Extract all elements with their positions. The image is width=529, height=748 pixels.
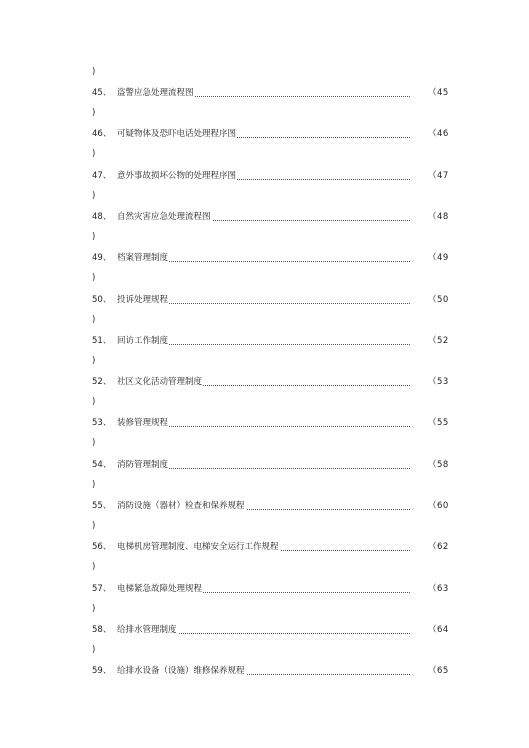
closing-paren: ) <box>92 149 96 160</box>
closing-paren: ) <box>92 273 96 284</box>
entry-page: （64 <box>428 624 449 635</box>
entry-number: 47、 <box>92 170 112 181</box>
closing-paren: ) <box>92 644 96 655</box>
entry-title: 档案管理制度 <box>117 253 169 264</box>
entry-page: （50 <box>428 294 449 305</box>
closing-paren: ) <box>92 231 96 242</box>
toc-entry[interactable] <box>92 417 452 429</box>
entry-page: （58 <box>428 459 449 470</box>
entry-number: 45、 <box>92 88 112 98</box>
closing-paren: ) <box>92 355 96 366</box>
toc-entry[interactable] <box>92 252 452 264</box>
entry-title: 给排水设备（设施）维修保养规程 <box>117 666 245 677</box>
entry-page: （45 <box>428 88 449 98</box>
entry-page: （63 <box>428 583 449 594</box>
entry-title: 社区文化活动管理制度 <box>117 377 203 388</box>
entry-number: 55、 <box>92 501 112 511</box>
entry-number: 56、 <box>92 542 112 553</box>
closing-paren: ) <box>92 603 96 614</box>
entry-number: 53、 <box>92 418 112 429</box>
entry-title: 电梯紧急故障处理规程 <box>117 583 203 594</box>
closing-paren: ) <box>92 521 96 531</box>
toc-entry[interactable] <box>92 459 452 471</box>
entry-number: 54、 <box>92 459 112 470</box>
entry-number: 59、 <box>92 666 112 677</box>
entry-number: 50、 <box>92 294 112 305</box>
entry-page: （62 <box>428 542 449 553</box>
toc-entry[interactable] <box>92 541 452 553</box>
entry-title: 装修管理规程 <box>117 418 169 429</box>
entry-number: 49、 <box>92 253 112 264</box>
entry-page: （55 <box>428 418 449 429</box>
entry-page: （52 <box>428 335 449 346</box>
toc-entry[interactable] <box>92 376 452 388</box>
closing-paren: ) <box>92 314 96 325</box>
entry-number: 52、 <box>92 377 112 388</box>
entry-page: （48 <box>428 211 449 222</box>
closing-paren: ) <box>92 108 96 118</box>
entry-page: （65 <box>428 666 449 677</box>
toc-entry[interactable] <box>92 335 452 347</box>
toc-entry[interactable] <box>92 294 452 306</box>
closing-paren: ) <box>92 479 96 490</box>
entry-page: （60 <box>428 501 449 511</box>
entry-page: （53 <box>428 377 449 388</box>
entry-number: 57、 <box>92 583 112 594</box>
entry-number: 58、 <box>92 624 112 635</box>
toc-entry[interactable] <box>92 211 452 223</box>
toc-entry[interactable] <box>92 583 452 595</box>
toc-entry[interactable] <box>92 500 452 512</box>
toc-entry[interactable] <box>92 87 452 99</box>
toc-entry[interactable] <box>92 128 452 140</box>
entry-title: 可疑物体及恐吓电话处理程序图 <box>117 129 237 140</box>
entry-number: 48、 <box>92 211 112 222</box>
closing-paren: ) <box>92 67 96 77</box>
entry-page: （49 <box>428 253 449 264</box>
entry-title: 电梯机房管理制度、电梯安全运行工作规程 <box>117 542 279 553</box>
closing-paren: ) <box>92 562 96 573</box>
entry-page: （46 <box>428 129 449 140</box>
entry-title: 盗警应急处理流程图 <box>117 88 194 98</box>
entry-number: 51、 <box>92 335 112 346</box>
entry-title: 意外事故损坏公物的处理程序图 <box>117 170 237 181</box>
entry-page: （47 <box>428 170 449 181</box>
entry-title: 回访工作制度 <box>117 335 169 346</box>
entry-title: 自然灾害应急处理流程图 <box>117 211 211 222</box>
entry-title: 消防设施（器材）检查和保养规程 <box>117 501 245 511</box>
toc-entry[interactable] <box>92 665 452 677</box>
entry-number: 46、 <box>92 129 112 140</box>
closing-paren: ) <box>92 190 96 201</box>
toc-entry[interactable] <box>92 624 452 636</box>
entry-title: 消防管理制度 <box>117 459 169 470</box>
entry-title: 给排水管理制度 <box>117 624 177 635</box>
toc-entry[interactable] <box>92 170 452 182</box>
entry-title: 投诉处理规程 <box>117 294 169 305</box>
closing-paren: ) <box>92 438 96 449</box>
closing-paren: ) <box>92 397 96 408</box>
